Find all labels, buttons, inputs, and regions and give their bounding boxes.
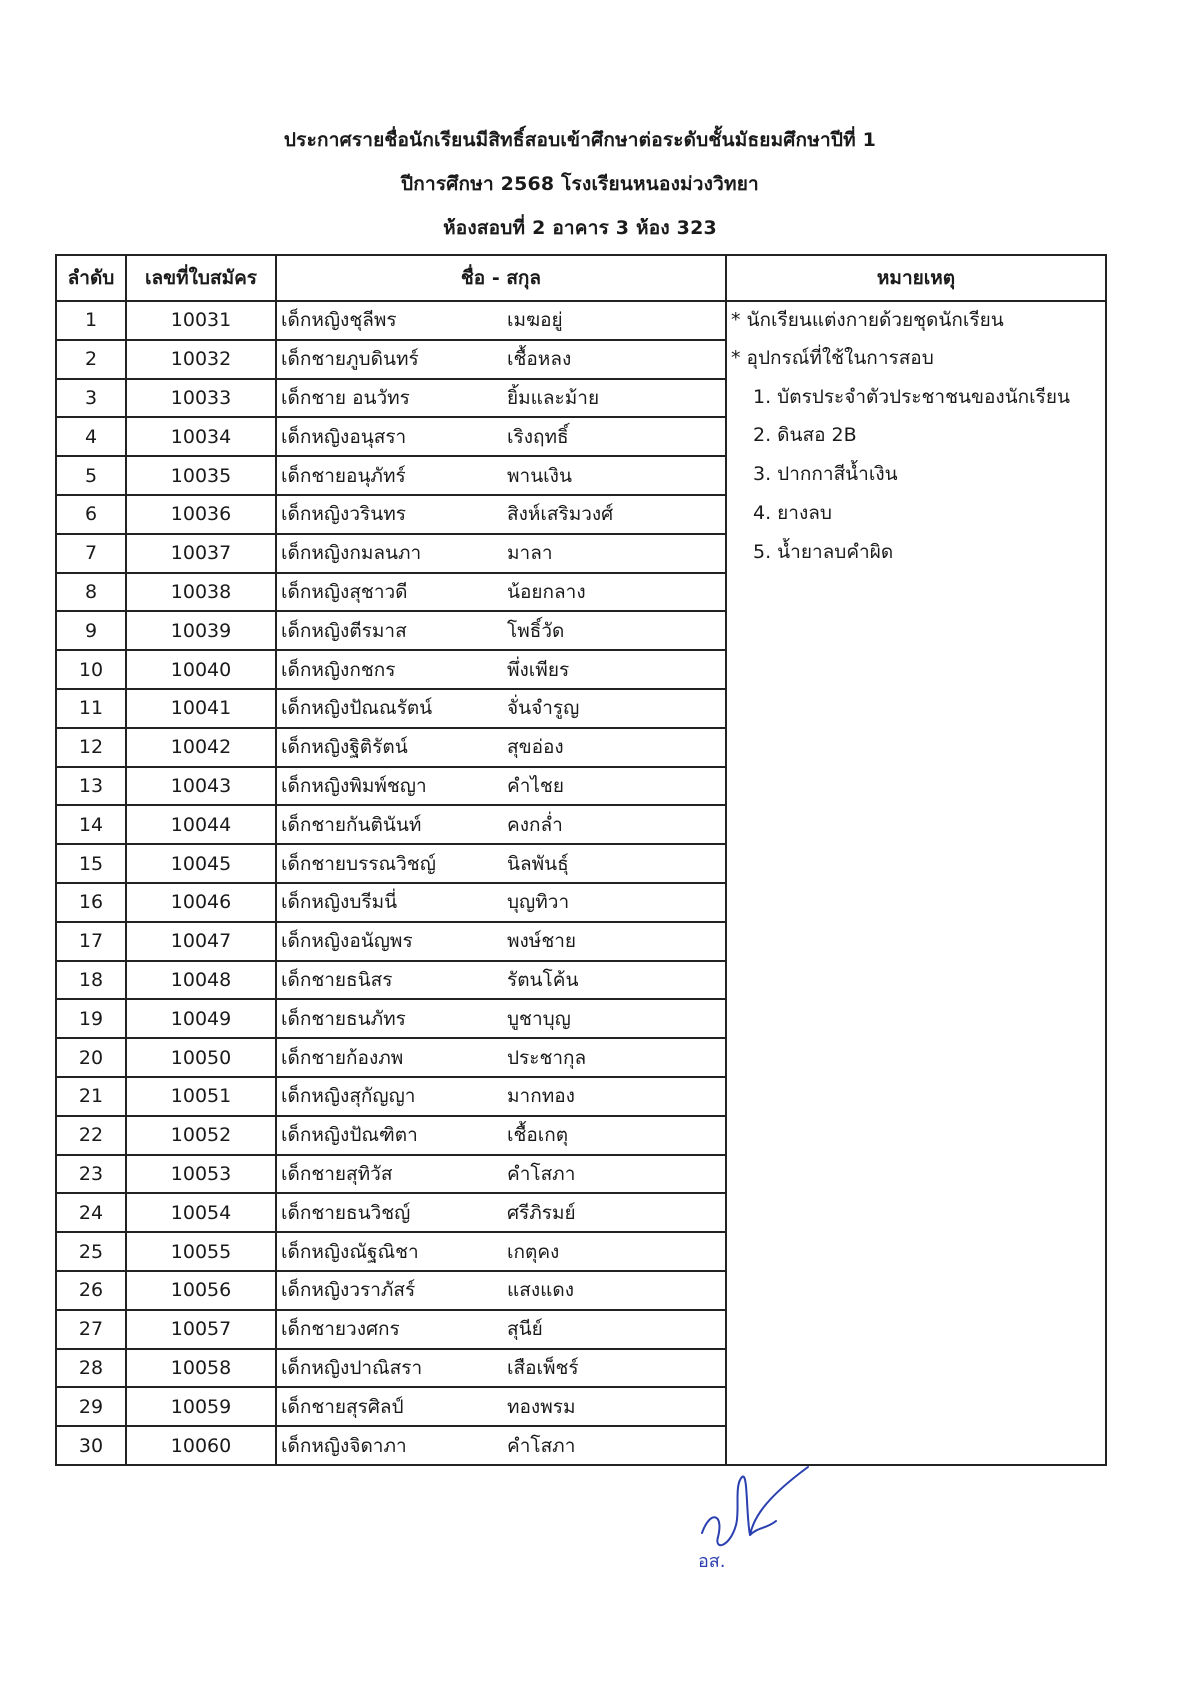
cell-name [276,689,726,728]
cell-application-no: 10040 [126,650,276,689]
cell-order: 14 [56,805,126,844]
title-line-3: ห้องสอบที่ 2 อาคาร 3 ห้อง 323 [443,217,717,239]
cell-remark [726,379,1106,418]
cell-order: 23 [56,1155,126,1194]
first-name: เด็กหญิงปัณฑิตา [281,1124,418,1147]
last-name: ประชากุล [507,1046,587,1069]
cell-application-no: 10053 [126,1155,276,1194]
cell-remark [726,728,1106,767]
first-name: เด็กชายวงศกร [281,1318,400,1341]
cell-order: 30 [56,1426,126,1465]
last-name: น้อยกลาง [507,580,586,603]
cell-application-no: 10047 [126,922,276,961]
last-name: มาลา [507,542,553,565]
cell-name [276,379,726,418]
cell-name [276,1116,726,1155]
cell-order: 24 [56,1193,126,1232]
cell-application-no: 10055 [126,1232,276,1271]
first-name: เด็กหญิงวรินทร [281,503,406,526]
table-row [56,534,1106,573]
cell-application-no: 10049 [126,999,276,1038]
cell-application-no: 10037 [126,534,276,573]
remark-line: 3. ปากกาสีน้ำเงิน [753,463,898,486]
cell-remark [726,1232,1106,1271]
cell-name [276,534,726,573]
table-row [56,1387,1106,1426]
cell-order: 11 [56,689,126,728]
cell-application-no: 10036 [126,495,276,534]
first-name: เด็กชาย อนวัทร [281,386,410,409]
first-name: เด็กชายกันตินันท์ [281,813,422,836]
cell-name [276,495,726,534]
cell-remark [726,1077,1106,1116]
table-body [56,301,1106,1465]
cell-application-no: 10041 [126,689,276,728]
cell-order: 13 [56,767,126,806]
cell-remark [726,1116,1106,1155]
cell-order: 16 [56,883,126,922]
first-name: เด็กชายสุทิวัส [281,1162,393,1185]
first-name: เด็กหญิงฐิติรัตน์ [281,736,408,759]
first-name: เด็กชายภูบดินทร์ [281,348,419,371]
cell-application-no: 10050 [126,1038,276,1077]
table-row [56,379,1106,418]
table-row [56,922,1106,961]
cell-remark [726,689,1106,728]
cell-order: 2 [56,340,126,379]
first-name: เด็กหญิงวราภัสร์ [281,1279,416,1302]
cell-application-no: 10048 [126,961,276,1000]
last-name: คำโสภา [507,1434,576,1457]
cell-name [276,1271,726,1310]
table-row [56,1232,1106,1271]
last-name: ทองพรม [507,1395,576,1418]
table-row [56,805,1106,844]
cell-name [276,340,726,379]
remark-line: 4. ยางลบ [753,501,832,524]
table-row [56,1426,1106,1465]
cell-name [276,1155,726,1194]
last-name: ศรีภิรมย์ [507,1201,576,1224]
title-line-1: ประกาศรายชื่อนักเรียนมีสิทธิ์สอบเข้าศึกษาต่อระดับชั้นมัธยมศึกษาปีที่ 1 [283,129,877,151]
first-name: เด็กชายก้องภพ [281,1046,404,1069]
cell-remark [726,534,1106,573]
cell-application-no: 10032 [126,340,276,379]
table-row [56,1155,1106,1194]
cell-name [276,1426,726,1465]
last-name: เชื้อหลง [507,348,572,371]
cell-name [276,1038,726,1077]
first-name: เด็กหญิงชุลีพร [281,309,397,332]
cell-order: 22 [56,1116,126,1155]
first-name: เด็กหญิงปัณณรัตน์ [281,697,433,720]
cell-remark [726,805,1106,844]
cell-order: 7 [56,534,126,573]
student-roster-table [55,254,1107,1466]
first-name: เด็กหญิงปาณิสรา [281,1356,423,1379]
first-name: เด็กชายธนภัทร [281,1007,406,1030]
cell-name [276,999,726,1038]
last-name: บูชาบุญ [507,1007,571,1030]
first-name: เด็กชายธนิสร [281,968,393,991]
cell-order: 10 [56,650,126,689]
cell-remark [726,844,1106,883]
first-name: เด็กหญิงสุกัญญา [281,1085,416,1108]
first-name: เด็กหญิงณัฐณิชา [281,1240,419,1263]
first-name: เด็กหญิงสุชาวดี [281,580,408,603]
header-order: ลำดับ [56,255,126,301]
cell-application-no: 10060 [126,1426,276,1465]
cell-order: 4 [56,417,126,456]
header-remark: หมายเหตุ [726,255,1106,301]
cell-remark [726,1155,1106,1194]
cell-remark [726,340,1106,379]
cell-remark [726,1387,1106,1426]
cell-name [276,961,726,1000]
cell-name [276,805,726,844]
cell-name [276,1232,726,1271]
first-name: เด็กหญิงบรีมนี่ [281,891,398,914]
cell-remark [726,456,1106,495]
cell-application-no: 10046 [126,883,276,922]
last-name: แสงแดง [507,1279,574,1302]
cell-order: 21 [56,1077,126,1116]
cell-application-no: 10038 [126,573,276,612]
first-name: เด็กชายอนุภัทร์ [281,464,406,487]
last-name: คำโสภา [507,1162,576,1185]
table-row [56,689,1106,728]
last-name: พานเงิน [507,464,572,487]
first-name: เด็กชายสุรศิลป์ [281,1395,404,1418]
cell-remark [726,999,1106,1038]
table-row [56,1038,1106,1077]
cell-remark [726,1038,1106,1077]
cell-remark [726,611,1106,650]
header-application-no: เลขที่ใบสมัคร [126,255,276,301]
cell-order: 26 [56,1271,126,1310]
cell-remark [726,417,1106,456]
cell-name [276,1349,726,1388]
cell-application-no: 10056 [126,1271,276,1310]
first-name: เด็กหญิงกชกร [281,658,396,681]
last-name: คงกล่ำ [507,813,563,836]
cell-name [276,1193,726,1232]
cell-name [276,611,726,650]
cell-application-no: 10058 [126,1349,276,1388]
cell-name [276,883,726,922]
cell-order: 12 [56,728,126,767]
last-name: สิงห์เสริมวงศ์ [507,503,614,526]
table-row [56,1310,1106,1349]
cell-order: 9 [56,611,126,650]
signature-text: อส. [698,1551,726,1572]
cell-application-no: 10045 [126,844,276,883]
cell-order: 17 [56,922,126,961]
first-name: เด็กหญิงจิดาภา [281,1434,407,1457]
cell-remark [726,495,1106,534]
first-name: เด็กชายบรรณวิชญ์ [281,852,436,875]
cell-order: 19 [56,999,126,1038]
last-name: มากทอง [507,1085,575,1108]
last-name: บุญทิวา [507,891,570,914]
table-row [56,844,1106,883]
cell-name [276,1077,726,1116]
cell-application-no: 10042 [126,728,276,767]
cell-name [276,844,726,883]
last-name: ยิ้มและม้าย [507,386,600,409]
cell-remark [726,1349,1106,1388]
cell-order: 18 [56,961,126,1000]
last-name: พึ่งเพียร [507,658,570,681]
cell-order: 1 [56,301,126,340]
table-row [56,495,1106,534]
cell-remark [726,767,1106,806]
cell-order: 5 [56,456,126,495]
cell-order: 3 [56,379,126,418]
last-name: เริงฤทธิ์ [507,425,569,448]
signature-stroke [702,1467,808,1545]
cell-name [276,767,726,806]
cell-application-no: 10057 [126,1310,276,1349]
cell-application-no: 10051 [126,1077,276,1116]
cell-order: 29 [56,1387,126,1426]
table-row [56,961,1106,1000]
last-name: สุนีย์ [507,1318,543,1341]
remark-line: * อุปกรณ์ที่ใช้ในการสอบ [731,346,934,369]
remark-line: 1. บัตรประจำตัวประชาชนของนักเรียน [753,385,1070,408]
cell-remark [726,1271,1106,1310]
first-name: เด็กหญิงกมลนภา [281,542,422,565]
cell-remark [726,922,1106,961]
cell-remark [726,573,1106,612]
cell-remark [726,650,1106,689]
cell-order: 27 [56,1310,126,1349]
cell-order: 20 [56,1038,126,1077]
last-name: เมฆอยู่ [507,309,563,332]
signature-mark [690,1455,840,1575]
cell-remark [726,1310,1106,1349]
cell-remark [726,961,1106,1000]
cell-name [276,573,726,612]
last-name: เกตุคง [507,1240,560,1263]
cell-application-no: 10052 [126,1116,276,1155]
cell-application-no: 10034 [126,417,276,456]
cell-remark [726,301,1106,340]
title-line-2: ปีการศึกษา 2568 โรงเรียนหนองม่วงวิทยา [401,173,759,195]
last-name: เสือเพ็ชร์ [507,1356,579,1379]
last-name: คำไชย [507,774,564,797]
cell-order: 15 [56,844,126,883]
cell-name [276,417,726,456]
table-row [56,301,1106,340]
first-name: เด็กหญิงพิมพ์ชญา [281,774,427,797]
table-row [56,456,1106,495]
table-row [56,728,1106,767]
cell-name [276,1387,726,1426]
first-name: เด็กหญิงอนัญพร [281,930,413,953]
last-name: โพธิ์วัด [507,619,565,642]
cell-name [276,650,726,689]
table-row [56,611,1106,650]
last-name: รัตนโค้น [507,968,579,991]
cell-order: 28 [56,1349,126,1388]
first-name: เด็กหญิงตีรมาส [281,619,407,642]
cell-remark [726,883,1106,922]
table-row [56,1116,1106,1155]
table-row [56,573,1106,612]
last-name: จั่นจำรูญ [507,697,580,720]
document-title [0,118,1160,250]
cell-remark [726,1193,1106,1232]
cell-application-no: 10043 [126,767,276,806]
header-name: ชื่อ - สกุล [276,255,726,301]
table-row [56,340,1106,379]
last-name: สุขอ่อง [507,736,564,759]
last-name: นิลพันธุ์ [507,852,569,875]
table-row [56,767,1106,806]
cell-order: 8 [56,573,126,612]
cell-application-no: 10054 [126,1193,276,1232]
table-row [56,1271,1106,1310]
table-row [56,1077,1106,1116]
cell-application-no: 10035 [126,456,276,495]
remark-line: * นักเรียนแต่งกายด้วยชุดนักเรียน [731,309,1004,331]
table-row [56,417,1106,456]
table-row [56,883,1106,922]
table-row [56,1349,1106,1388]
table-row [56,999,1106,1038]
cell-order: 25 [56,1232,126,1271]
cell-name [276,728,726,767]
last-name: พงษ์ชาย [507,930,577,953]
cell-application-no: 10039 [126,611,276,650]
table-row [56,1193,1106,1232]
cell-application-no: 10033 [126,379,276,418]
first-name: เด็กชายธนวิชญ์ [281,1201,411,1224]
table-header-row [56,255,1106,301]
first-name: เด็กหญิงอนุสรา [281,425,407,448]
last-name: เชื้อเกตุ [507,1124,569,1147]
table-row [56,650,1106,689]
remark-line: 2. ดินสอ 2B [753,424,857,447]
cell-name [276,301,726,340]
cell-application-no: 10031 [126,301,276,340]
cell-name [276,456,726,495]
cell-name [276,922,726,961]
cell-order: 6 [56,495,126,534]
cell-application-no: 10044 [126,805,276,844]
remark-line: 5. น้ำยาลบคำผิด [753,540,894,563]
cell-name [276,1310,726,1349]
cell-application-no: 10059 [126,1387,276,1426]
